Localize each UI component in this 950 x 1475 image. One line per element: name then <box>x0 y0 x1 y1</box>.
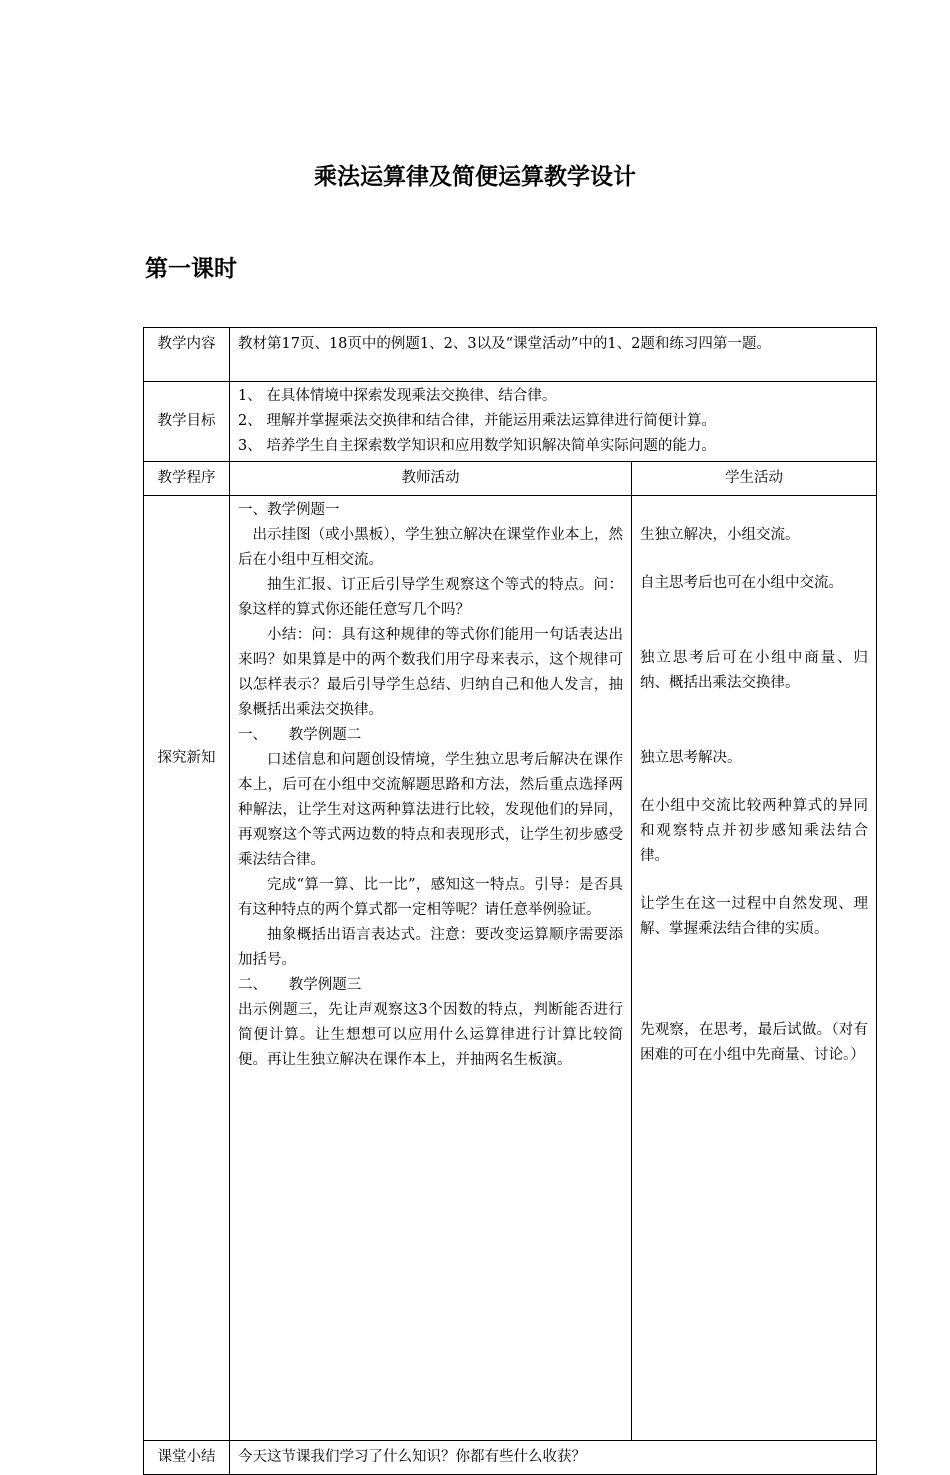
teacher-heading: 一、教学例题一 <box>238 502 340 518</box>
teacher-paragraph: 口述信息和问题创设情境，学生独立思考后解决在课作本上，后可在小组中交流解题思路和方法，然后重点选择两种解法，让学生对这两种算法进行比较，发现他们的异同，再观察这个等式两边数的特点和表现形式，让学生初步感受乘法结合律。 <box>238 752 623 868</box>
table-row-header <box>144 462 877 496</box>
content-text: 教材第17页、18页中的例题1、2、3以及“课堂活动”中的1、2题和练习四第一题。 <box>230 328 877 382</box>
header-program: 教学程序 <box>144 462 230 496</box>
lesson-subtitle: 第一课时 <box>145 256 237 282</box>
goals-list <box>230 382 877 462</box>
student-paragraph: 在小组中交流比较两种算式的异同和观察特点并初步感知乘法结合律。 <box>640 798 869 864</box>
summary-label: 课堂小结 <box>144 1441 230 1475</box>
teacher-paragraph: 出示挂图（或小黑板），学生独立解决在课堂作业本上，然后在小组中互相交流。 <box>238 527 623 568</box>
student-paragraph: 让学生在这一过程中自然发现、理解、掌握乘法结合律的实质。 <box>640 896 869 937</box>
teacher-heading: 一、 教学例题二 <box>238 727 362 743</box>
teacher-heading: 二、 教学例题三 <box>238 977 362 993</box>
explore-label: 探究新知 <box>144 496 230 1441</box>
goal-item: 3、 培养学生自主探索数学知识和应用数学知识解决简单实际问题的能力。 <box>238 438 716 454</box>
student-activity <box>632 496 877 1441</box>
student-paragraph: 先观察，在思考，最后试做。（对有困难的可在小组中先商量、讨论。） <box>640 1022 869 1063</box>
header-student: 学生活动 <box>632 462 877 496</box>
table-row-explore <box>144 496 877 1441</box>
student-paragraph: 独立思考后可在小组中商量、归纳、概括出乘法交换律。 <box>640 650 869 691</box>
content-label: 教学内容 <box>144 328 230 382</box>
teacher-paragraph: 抽生汇报、订正后引导学生观察这个等式的特点。问：象这样的算式你还能任意写几个吗？ <box>238 577 623 618</box>
header-teacher: 教师活动 <box>230 462 632 496</box>
teacher-paragraph: 小结：问：具有这种规律的等式你们能用一句话表达出来吗？如果算是中的两个数我们用字母来表示，这个规律可以怎样表示？最后引导学生总结、归纳自己和他人发言，抽象概括出乘法交换律。 <box>238 627 623 718</box>
page-title: 乘法运算律及简便运算教学设计 <box>314 164 636 190</box>
table-row-goals <box>144 382 877 462</box>
teacher-paragraph: 出示例题三，先让声观察这3个因数的特点，判断能否进行简便计算。让生想想可以应用什么运算律进行计算比较简便。再让生独立解决在课作本上，并抽两名生板演。 <box>238 1002 623 1068</box>
summary-text: 今天这节课我们学习了什么知识？你都有些什么收获？ <box>230 1441 877 1475</box>
goal-item: 2、 理解并掌握乘法交换律和结合律，并能运用乘法运算律进行简便计算。 <box>238 413 716 429</box>
teacher-paragraph: 抽象概括出语言表达式。注意：要改变运算顺序需要添加括号。 <box>238 927 623 968</box>
teacher-paragraph: 完成“算一算、比一比”，感知这一特点。引导：是否具有这种特点的两个算式都一定相等呢？请任意举例验证。 <box>238 877 623 918</box>
lesson-plan-table <box>143 327 877 1475</box>
table-row-content <box>144 328 877 382</box>
goal-item: 1、 在具体情境中探索发现乘法交换律、结合律。 <box>238 388 557 404</box>
goals-label: 教学目标 <box>144 382 230 462</box>
student-paragraph: 独立思考解决。 <box>640 750 742 766</box>
student-paragraph: 自主思考后也可在小组中交流。 <box>640 575 843 591</box>
table-row-summary <box>144 1441 877 1475</box>
teacher-activity <box>230 496 632 1441</box>
student-paragraph: 生独立解决，小组交流。 <box>640 527 800 543</box>
